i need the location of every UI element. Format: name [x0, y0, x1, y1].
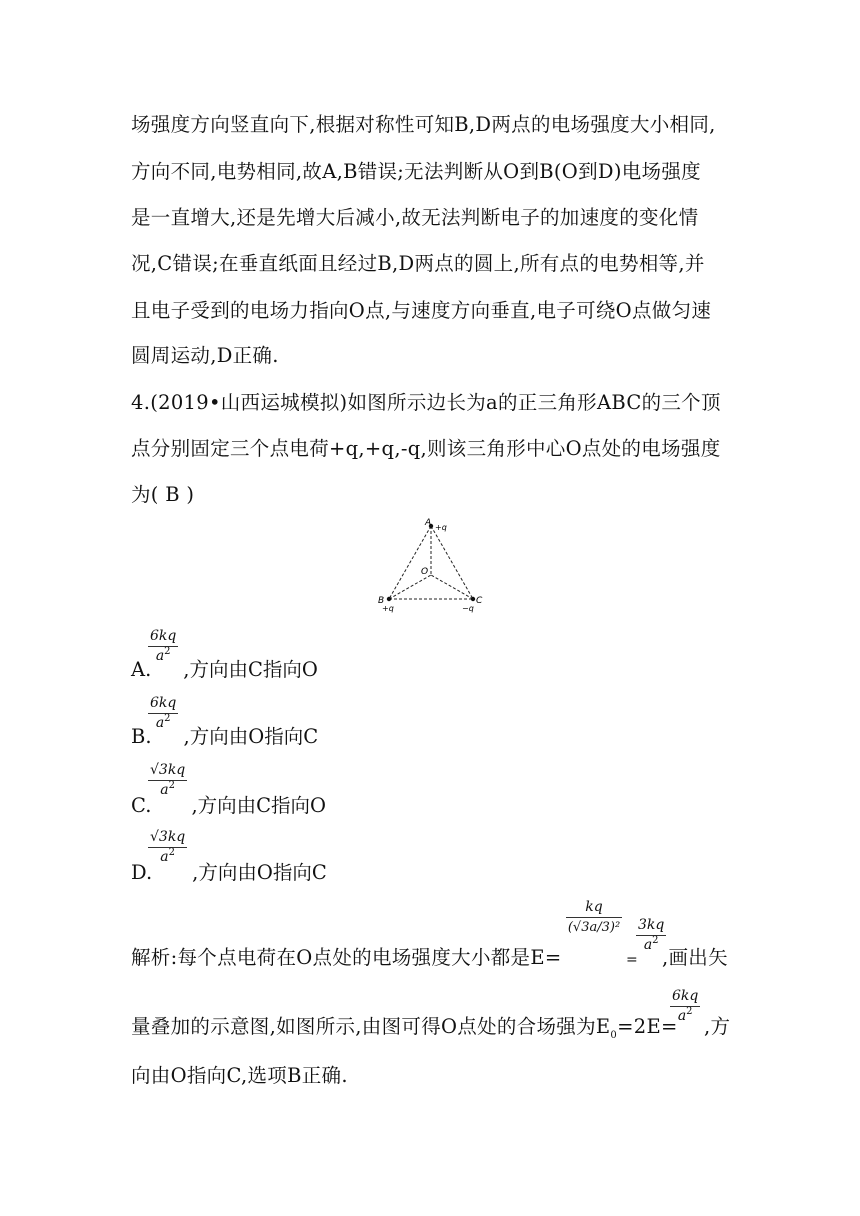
fraction-denominator: a [677, 1008, 687, 1024]
option-text: ,方向由O指向C [192, 861, 327, 884]
option-letter: A. [131, 658, 152, 681]
subscript: 0 [610, 1029, 618, 1041]
solution-text: 量叠加的示意图,如图所示,由图可得O点处的合场强为E [131, 1015, 611, 1038]
fraction-denominator: a [155, 648, 165, 664]
label-a: A [425, 518, 432, 528]
solution-fraction-1 [566, 899, 622, 936]
fraction-denominator: a [160, 782, 169, 798]
option-c-line [131, 793, 326, 819]
fraction-numerator: √3kq [150, 829, 186, 845]
text-line: 场强度方向竖直向下,根据对称性可知B,D两点的电场强度大小相同, [131, 113, 716, 136]
label-b: B [378, 596, 385, 606]
text-line: 是一直增大,还是先增大后减小,故无法判断电子的加速度的变化情 [131, 206, 699, 229]
charge-a: +q [435, 523, 447, 532]
solution-line-1 [131, 945, 562, 971]
label-c: C [476, 596, 483, 606]
question-line: 4.(2019•山西运城模拟)如图所示边长为a的正三角形ABC的三个顶 [131, 391, 721, 414]
exponent: 2 [168, 780, 175, 791]
text-line: 方向不同,电势相同,故A,B错误;无法判断从O到B(O到D)电场强度 [131, 160, 701, 183]
exponent: 2 [686, 1006, 693, 1017]
solution-text: 解析:每个点电荷在O点处的电场强度大小都是E= [131, 946, 562, 969]
option-letter: D. [131, 861, 153, 884]
exponent: 2 [164, 713, 171, 724]
solution-text: ,方 [704, 1015, 731, 1038]
option-text: ,方向由C指向O [183, 658, 318, 681]
option-b-line [131, 724, 318, 750]
exponent: 2 [652, 935, 659, 946]
text-line: 况,C错误;在垂直纸面且经过B,D两点的圆上,所有点的电势相等,并 [131, 252, 705, 275]
option-text: ,方向由C指向O [191, 794, 327, 817]
fraction-denominator: (√3a/3)² [567, 920, 621, 935]
fraction-numerator: 6kq [672, 988, 699, 1004]
option-text: ,方向由O指向C [183, 725, 319, 748]
solution-text: ,画出矢 [662, 946, 728, 969]
fraction-numerator: √3kq [150, 762, 186, 778]
fraction-numerator: kq [585, 899, 603, 915]
exponent: 2 [168, 847, 175, 858]
exponent: 2 [164, 646, 171, 657]
fraction-denominator: a [643, 937, 653, 953]
charge-point-b [387, 597, 391, 601]
text-line: 且电子受到的电场力指向O点,与速度方向垂直,电子可绕O点做匀速 [131, 299, 712, 322]
fraction-numerator: 6kq [150, 695, 177, 711]
fraction-denominator: a [155, 715, 165, 731]
text-line: 圆周运动,D正确. [131, 344, 279, 367]
question-line: 点分别固定三个点电荷+q,+q,-q,则该三角形中心O点处的电场强度 [131, 437, 721, 460]
charge-c: −q [462, 604, 474, 613]
fraction-denominator: a [160, 849, 169, 865]
solution-line-2 [131, 1014, 678, 1049]
option-d-line [131, 860, 327, 886]
fraction-numerator: 6kq [150, 628, 177, 644]
charge-point-c [471, 597, 475, 601]
solution-line-3: 向由O指向C,选项B正确. [131, 1064, 348, 1087]
charge-b: +q [382, 604, 394, 613]
triangle-charge-figure [370, 516, 490, 616]
option-letter: C. [131, 794, 152, 817]
question-line: 为( B ) [131, 483, 195, 506]
fraction-numerator: 3kq [638, 917, 665, 933]
equals-sign: = [626, 952, 638, 968]
option-a-line [131, 657, 318, 683]
label-o: O [421, 567, 429, 577]
solution-fraction-3 [670, 988, 700, 1026]
solution-text: =2E= [617, 1015, 678, 1038]
option-letter: B. [131, 725, 152, 748]
